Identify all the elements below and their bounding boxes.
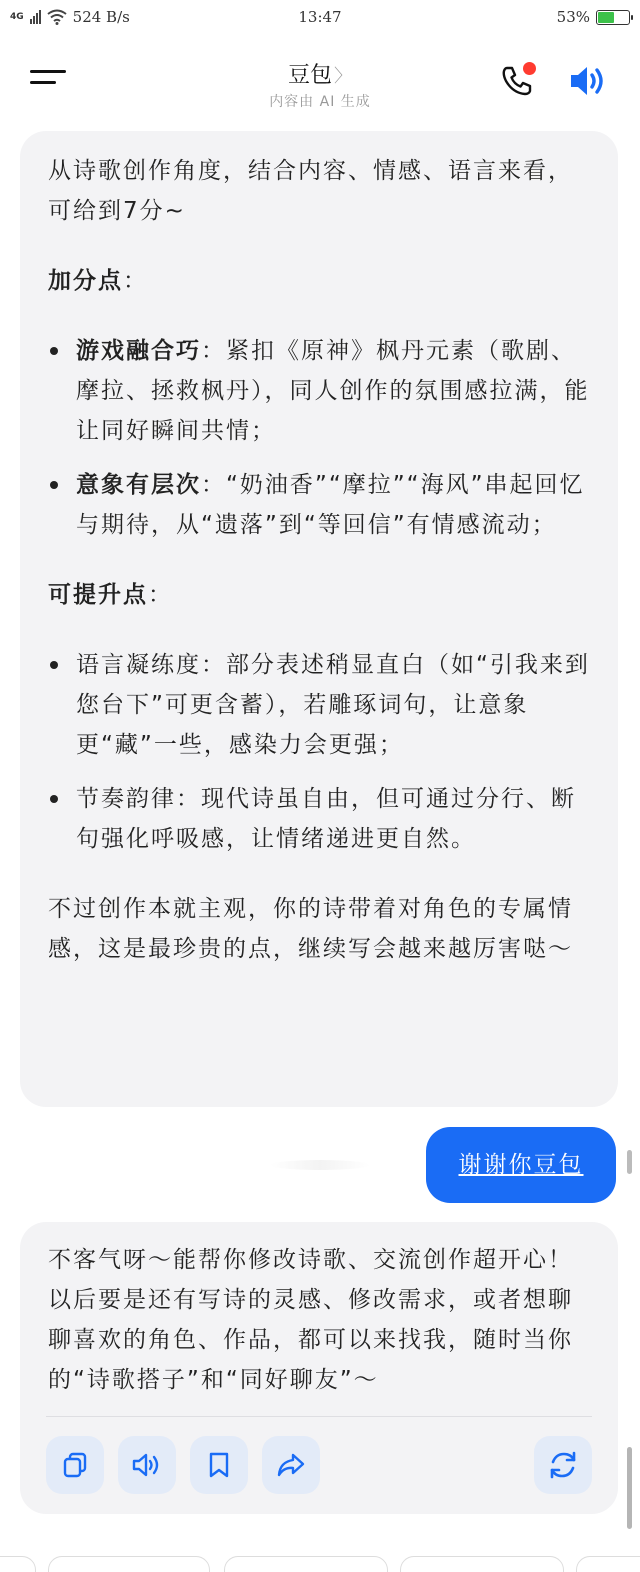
chat-header — [0, 50, 640, 122]
plus-list — [48, 331, 590, 545]
copy-icon[interactable] — [46, 1436, 104, 1494]
status-right — [557, 8, 630, 26]
list-item: 语言凝练度：部分表述稍显直白（如“引我来到您台下”可更含蓄），若雕琢词句，让意象更“藏”一些，感染力会更强； — [48, 645, 590, 765]
read-aloud-icon[interactable] — [118, 1436, 176, 1494]
network-speed: 524 B/s — [72, 8, 130, 26]
message-intro: 从诗歌创作角度，结合内容、情感、语言来看，可给到7分~ — [48, 158, 573, 224]
scroll-marker — [627, 1150, 632, 1174]
list-item: 游戏融合巧：紧扣《原神》枫丹元素（歌剧、摩拉、拯救枫丹），同人创作的氛围感拉满，能让同好瞬间共情； — [48, 331, 590, 451]
bot-name: 豆包 — [287, 63, 332, 88]
scroll-hint — [270, 1160, 370, 1170]
improve-list — [48, 645, 590, 859]
suggestion-chip[interactable] — [576, 1556, 640, 1572]
status-bar — [0, 0, 640, 36]
share-icon[interactable] — [262, 1436, 320, 1494]
battery-icon — [596, 10, 630, 25]
ai-disclaimer: 内容由 AI 生成 — [269, 94, 371, 110]
ai-message — [20, 1222, 618, 1514]
page-title[interactable] — [0, 58, 640, 89]
message-text: 不客气呀～能帮你修改诗歌、交流创作超开心！以后要是还有写诗的灵感、修改需求，或者想聊聊喜欢的角色、作品，都可以来找我，随时当你的“诗歌搭子”和“同好聊友”～ — [48, 1247, 573, 1393]
chat-title-area[interactable] — [0, 58, 640, 111]
suggestion-chip[interactable] — [48, 1556, 210, 1572]
network-label: 4G — [10, 11, 24, 22]
ai-message — [20, 131, 618, 1107]
bookmark-icon[interactable] — [190, 1436, 248, 1494]
clock: 13:47 — [298, 8, 342, 26]
notification-dot — [523, 62, 536, 75]
list-item: 意象有层次：“奶油香”“摩拉”“海风”串起回忆与期待，从“遗落”到“等回信”有情感流动； — [48, 465, 590, 545]
suggestion-chip[interactable] — [0, 1556, 36, 1572]
speaker-icon[interactable] — [568, 62, 610, 100]
chevron-right-icon: 〉 — [334, 66, 352, 87]
scrollbar[interactable] — [627, 1447, 632, 1529]
divider — [46, 1416, 592, 1417]
suggestion-chips — [0, 1556, 640, 1572]
battery-percent: 53% — [556, 8, 590, 26]
list-item: 节奏韵律：现代诗虽自由，但可通过分行、断句强化呼吸感，让情绪递进更自然。 — [48, 779, 590, 859]
battery-fill — [598, 12, 614, 23]
suggestion-chip[interactable] — [400, 1556, 564, 1572]
message-actions — [46, 1436, 592, 1494]
regenerate-icon[interactable] — [534, 1436, 592, 1494]
section-heading: 加分点： — [48, 268, 148, 294]
user-message[interactable]: 谢谢你豆包 — [426, 1127, 616, 1203]
section-heading: 可提升点： — [48, 582, 173, 608]
message-closing: 不过创作本就主观，你的诗带着对角色的专属情感，这是最珍贵的点，继续写会越来越厉害哒～ — [48, 896, 573, 962]
suggestion-chip[interactable] — [224, 1556, 388, 1572]
